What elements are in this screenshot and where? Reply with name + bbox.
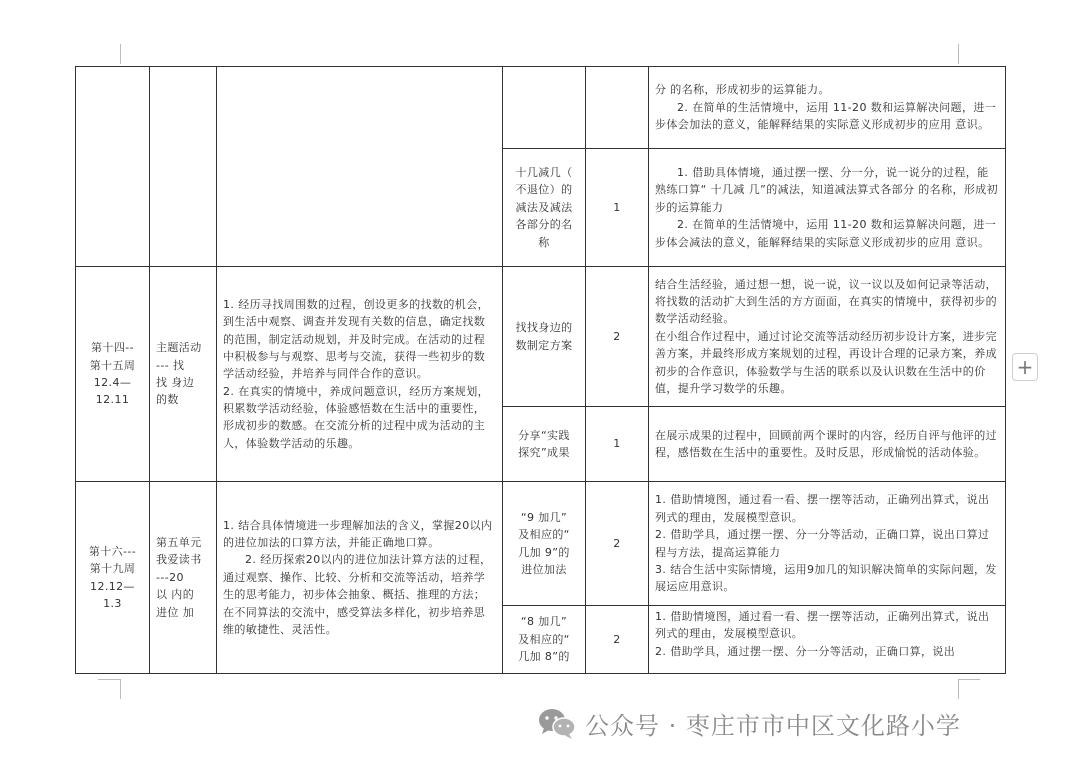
plus-icon: + [1016,355,1034,379]
hours-value: 1 [613,200,621,214]
hours-cell [586,407,649,482]
week-cell [76,267,150,482]
hours-value: 2 [613,632,621,646]
content-paragraph: 2. 借助学具，通过摆一摆、分一分等活动，正确口算，说出 [655,644,956,658]
goals-cell [217,67,503,267]
lesson-title: 十几减几（ 不退位）的 减法及减法 各部分的名 称 [515,166,573,249]
hours-value: 1 [613,437,621,451]
content-cell [649,267,1006,407]
week-range: 第十六--- 第十九周 12.12— 1.3 [88,544,137,610]
content-cell [649,67,1006,149]
goals-cell [217,267,503,482]
lesson-title: 找找身边的 数制定方案 [515,321,573,352]
content-paragraph: 2. 在简单的生活情境中，运用 11-20 数和运算解决问题，进一 步体会加法的意义，能解释结果的实际意义形成初步的应用 意识。 [655,100,997,132]
lesson-cell [503,67,586,149]
goals-paragraph: 1. 结合具体情境进一步理解加法的含义，掌握20以内的进位加法的口算方法，并能正确地口算。 [223,518,493,550]
lesson-cell [503,267,586,407]
hours-cell [586,606,649,674]
table-row [76,267,1006,407]
theme-cell [150,267,217,482]
lesson-cell [503,407,586,482]
hours-value: 2 [613,536,621,550]
week-range: 第十四-- 第十五周 12.4— 12.11 [89,341,136,407]
content-cell [649,407,1006,482]
theme-title: 第五单元 我爱读书 ---20 以 内的 进位 加 [156,536,202,619]
week-cell [76,67,150,267]
add-button[interactable] [1012,353,1038,381]
table-row [76,67,1006,149]
content-paragraph: 结合生活经验，通过想一想，说一说，议一议以及如何记录等活动，将找数的活动扩大到生活的方方面面，在真实的情境中，获得初步的数学活动经验。 [655,277,997,326]
content-paragraph: 分 的名称，形成初步的运算能力。 [655,83,830,97]
content-paragraph: 2. 借助学具，通过摆一摆、分一分等活动，正确口算，说出口算过程与方法，提高运算能力 [655,528,990,559]
content-paragraph: 2. 在简单的生活情境中，运用 11-20 数和运算解决问题，进一 步体会减法的意义，能解释结果的实际意义形成初步的应用 意识。 [655,218,997,249]
content-paragraph: 3. 结合生活中实际情境，运用9加几的知识解决简单的实际问题，发展运应用意识。 [655,562,997,594]
theme-cell [150,482,217,674]
lesson-cell [503,482,586,606]
theme-title: 主题活动 --- 找 找 身边 的数 [156,341,202,407]
lesson-cell [503,149,586,267]
watermark [537,703,961,743]
table-row [76,482,1006,606]
page-corner-mark [958,679,980,680]
hours-cell [586,267,649,407]
lesson-title: “8 加几” 及相应的“ 几加 8”的 [518,615,570,664]
lesson-title: “9 加几” 及相应的“ 几加 9”的 进位加法 [518,510,570,576]
content-cell [649,606,1006,674]
content-cell [649,149,1006,267]
hours-value: 2 [613,329,621,343]
week-cell [76,482,150,674]
hours-cell [586,149,649,267]
page-corner-mark [120,679,121,699]
goals-paragraph: 2. 在真实的情境中，养成问题意识，经历方案规划，积累数学活动经验，体验感悟数在生活中的重要性，形成初步的数感。在交流分析的过程中成为活动的主人，体验数学活动的乐趣。 [223,384,489,450]
teaching-plan-table [75,66,1006,674]
wechat-icon [537,706,577,740]
content-paragraph: 1. 借助情境图，通过看一看、摆一摆等活动，正确列出算式，说出列式的理由，发展模型意识。 [655,610,990,641]
hours-cell [586,482,649,606]
page-corner-mark [98,679,120,680]
page-corner-mark [120,44,121,64]
content-cell [649,482,1006,606]
hours-cell [586,67,649,149]
lesson-title: 分享“实践 探究”成果 [518,428,570,459]
content-paragraph: 1. 借助具体情境，通过摆一摆、分一分，说一说分的过程，能熟练口算“ 十几减 几”的减法，知道减法算式各部分 的名称，形成初步的运算能力 [655,166,999,214]
goals-paragraph: 2. 经历探索20以内的进位加法计算方法的过程，通过观察、操作、比较、分析和交流等活动，培养学生的思考能力，初步体会抽象、概括、推理的方法；在不同算法的交流中，感受算法多样化，初步培养思维的敏捷性、灵活性。 [223,553,492,636]
goals-cell [217,482,503,674]
lesson-cell [503,606,586,674]
theme-cell [150,67,217,267]
watermark-text: 公众号 · 枣庄市市中区文化路小学 [585,711,961,740]
page-corner-mark [958,44,959,64]
content-paragraph: 在展示成果的过程中，回顾前两个课时的内容，经历自评与他评的过程，感悟数在生活中的重要性。及时反思，形成愉悦的活动体验。 [655,428,997,459]
content-paragraph: 在小组合作过程中，通过讨论交流等活动经历初步设计方案，进步完善方案，并最终形成方案规划的过程，再设计合理的记录方案，养成初步的合作意识，体验数学与生活的联系以及认识数在生活中的价值，提升学习数学的乐趣。 [655,329,997,395]
goals-paragraph: 1. 经历寻找周围数的过程，创设更多的找数的机会，到生活中观察、调查并发现有关数的信息，确定找数的范围，制定活动规划，并及时完成。在活动的过程中积极参与与观察、思考与交流，获得一些初步的数学活动经验，并培养与同伴合作的意识。 [223,297,489,381]
page-corner-mark [958,679,959,699]
content-paragraph: 1. 借助情境图，通过看一看、摆一摆等活动，正确列出算式，说出列式的理由，发展模型意识。 [655,493,990,524]
